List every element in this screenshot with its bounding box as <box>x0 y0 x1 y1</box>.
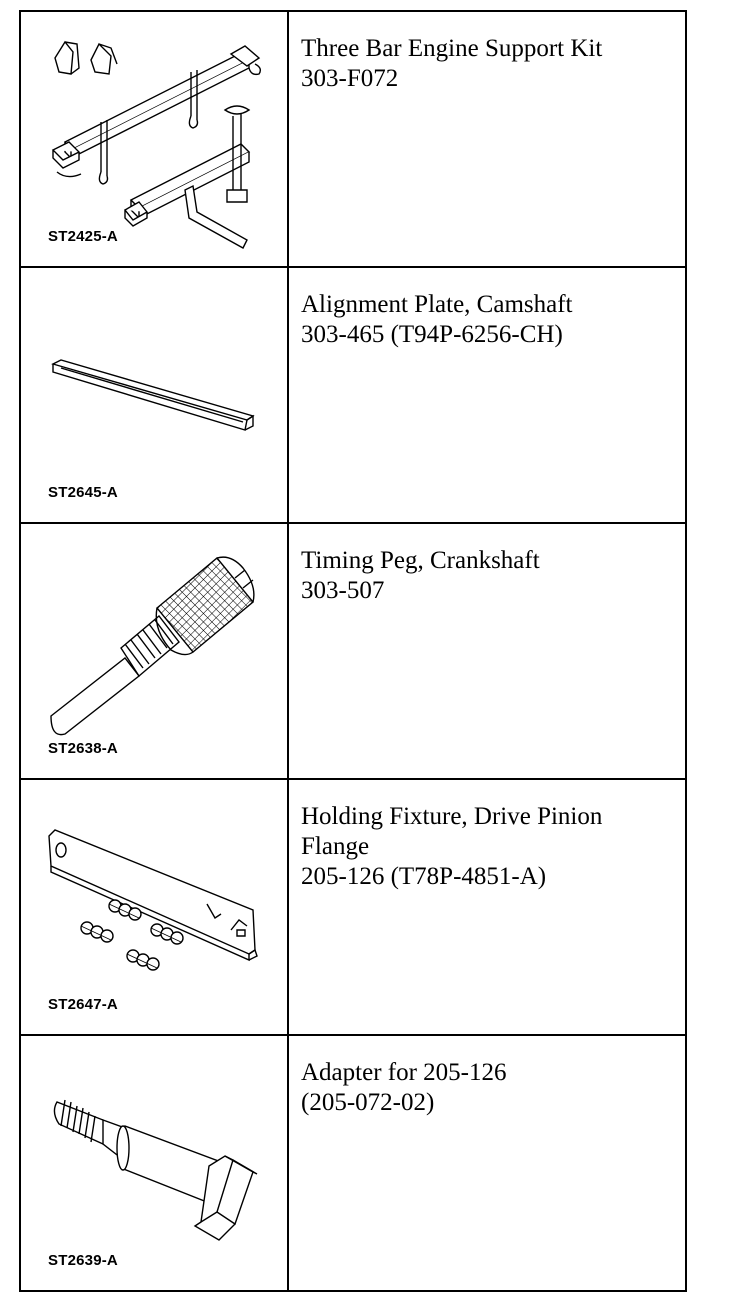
tool-image-cell <box>20 523 288 779</box>
tool-name: Holding Fixture, Drive Pinion <box>301 803 603 830</box>
tool-code: ST2639-A <box>48 1252 118 1269</box>
tool-name: Adapter for 205-126 <box>301 1059 507 1086</box>
tool-name-continued: Flange <box>301 833 370 860</box>
tool-row <box>20 779 686 1035</box>
tool-code: ST2425-A <box>48 228 118 245</box>
tool-number: 205-126 (T78P-4851-A) <box>301 863 547 890</box>
tool-image-cell <box>20 11 288 267</box>
tool-number: 303-507 <box>301 577 385 604</box>
tool-code: ST2645-A <box>48 484 118 501</box>
tool-row <box>20 523 686 779</box>
tool-row <box>20 267 686 523</box>
tool-row <box>20 1035 686 1291</box>
tool-description-cell <box>288 267 686 523</box>
tool-name: Timing Peg, Crankshaft <box>301 547 540 574</box>
tool-number: 303-465 (T94P-6256-CH) <box>301 321 563 348</box>
tool-image-cell <box>20 1035 288 1291</box>
tool-description-cell <box>288 523 686 779</box>
tool-image-cell <box>20 267 288 523</box>
tool-image-cell <box>20 779 288 1035</box>
tool-description-cell <box>288 1035 686 1291</box>
tool-number: (205-072-02) <box>301 1089 435 1116</box>
tool-name: Three Bar Engine Support Kit <box>301 35 603 62</box>
tool-number: 303-F072 <box>301 65 399 92</box>
tool-description-cell <box>288 11 686 267</box>
special-tools-table <box>19 10 687 1292</box>
tool-code: ST2638-A <box>48 740 118 757</box>
tool-row <box>20 11 686 267</box>
tool-name: Alignment Plate, Camshaft <box>301 291 573 318</box>
tool-description-cell <box>288 779 686 1035</box>
tool-code: ST2647-A <box>48 996 118 1013</box>
